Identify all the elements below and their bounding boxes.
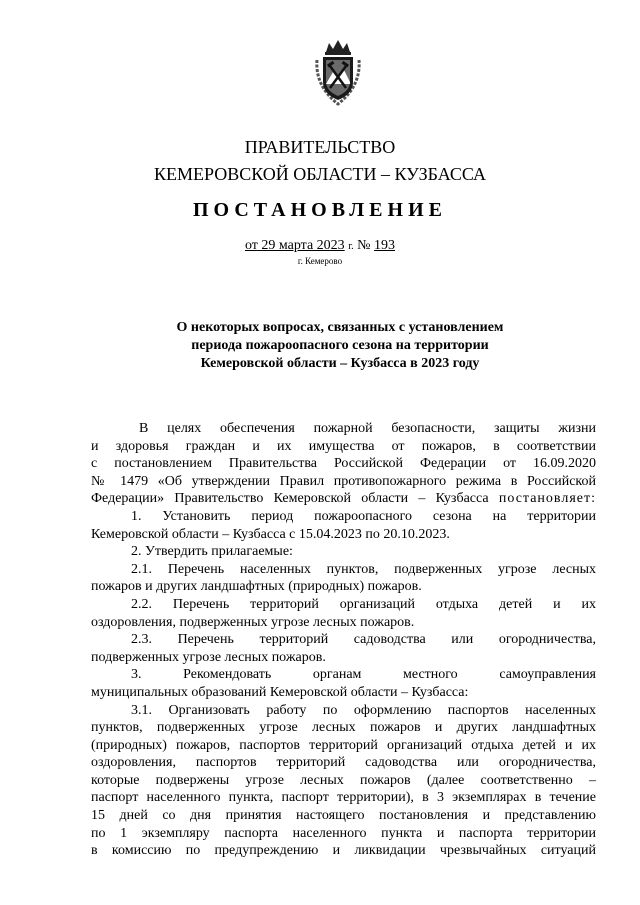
document-date: 29 марта 2023 xyxy=(261,238,345,253)
clause-3-line: муниципальных образований Кемеровской области – Кузбасса: xyxy=(91,684,469,700)
date-prefix: от xyxy=(244,238,258,253)
document-number: 193 xyxy=(374,238,396,253)
document-body xyxy=(91,420,596,860)
government-name-line1: ПРАВИТЕЛЬСТВО xyxy=(244,137,396,157)
clause-3-1-line: пунктов, подверженных угрозе лесных пожаров и других ландшафтных xyxy=(91,720,596,736)
clause-2-3-line: подверженных угрозе лесных пожаров. xyxy=(91,649,326,665)
document-place: г. Кемерово xyxy=(297,256,343,266)
title-line: О некоторых вопросах, связанных с установлением xyxy=(176,320,504,335)
clause-3-1-line: оздоровления, паспортов территорий садоводства или огородничества, xyxy=(91,755,596,771)
clause-1-line: 1. Установить период пожароопасного сезона на территории xyxy=(131,508,596,524)
clause-3-1-line: паспорт населенного пункта, паспорт территории), в 3 экземплярах в течение xyxy=(91,790,596,806)
intro-line: и здоровья граждан и их имущества от пожаров, в соответствии xyxy=(91,438,596,454)
clause-2-2-line: оздоровления, подверженных угрозе лесных пожаров. xyxy=(91,614,415,630)
intro-line: № 1479 «Об утверждении Правил противопожарного режима в Российской xyxy=(91,473,596,489)
intro-line xyxy=(91,490,596,508)
clause-2-1-line: 2.1. Перечень населенных пунктов, подверженных угрозе лесных xyxy=(131,561,596,577)
clause-2-1-line: пожаров и других ландшафтных (природных) пожаров. xyxy=(91,579,422,595)
title-line: периода пожароопасного сезона на территории xyxy=(191,338,489,353)
title-line: Кемеровской области – Кузбасса в 2023 году xyxy=(200,356,480,371)
clause-1-line: Кемеровской области – Кузбасса с 15.04.2023 по 20.10.2023. xyxy=(91,526,450,542)
number-prefix: № xyxy=(357,238,371,253)
intro-line: В целях обеспечения пожарной безопасности, защиты жизни xyxy=(139,421,596,436)
date-number-line xyxy=(0,238,640,254)
clause-2-line: 2. Утвердить прилагаемые: xyxy=(131,544,293,560)
clause-3-1-line: которые подвержены угрозе лесных пожаров (далее соответственно – xyxy=(91,772,596,788)
intro-text: Федерации» Правительство Кемеровской области – Кузбасса xyxy=(91,491,489,507)
clause-3-1-line: (природных) пожаров, паспортов территорий организаций отдыха детей и их xyxy=(91,737,596,753)
intro-line: с постановлением Правительства Российской Федерации от 16.09.2020 xyxy=(91,456,596,472)
clause-2-3-line: 2.3. Перечень территорий садоводства или огородничества, xyxy=(131,632,596,648)
year-suffix: г. xyxy=(348,241,354,252)
clause-3-line: 3. Рекомендовать органам местного самоуправления xyxy=(131,667,596,683)
government-name-line2: КЕМЕРОВСКОЙ ОБЛАСТИ – КУЗБАССА xyxy=(154,164,486,184)
clause-3-1-line: 3.1. Организовать работу по оформлению паспортов населенных xyxy=(131,702,596,718)
clause-2-2-line: 2.2. Перечень территорий организаций отдыха детей и их xyxy=(131,596,596,612)
document-title xyxy=(140,319,540,373)
document-type: ПОСТАНОВЛЕНИЕ xyxy=(193,199,447,221)
clause-3-1-line: 15 дней со дня принятия настоящего постановления и представлению xyxy=(91,808,596,824)
clause-3-1-line: по 1 экземпляру паспорта населенного пункта и паспорта территории xyxy=(91,825,596,841)
decree-keyword: постановляет: xyxy=(498,491,596,507)
kuzbass-coat-of-arms-icon xyxy=(313,38,363,108)
clause-3-1-line: в комиссию по предупреждению и ликвидации чрезвычайных ситуаций xyxy=(91,843,596,859)
